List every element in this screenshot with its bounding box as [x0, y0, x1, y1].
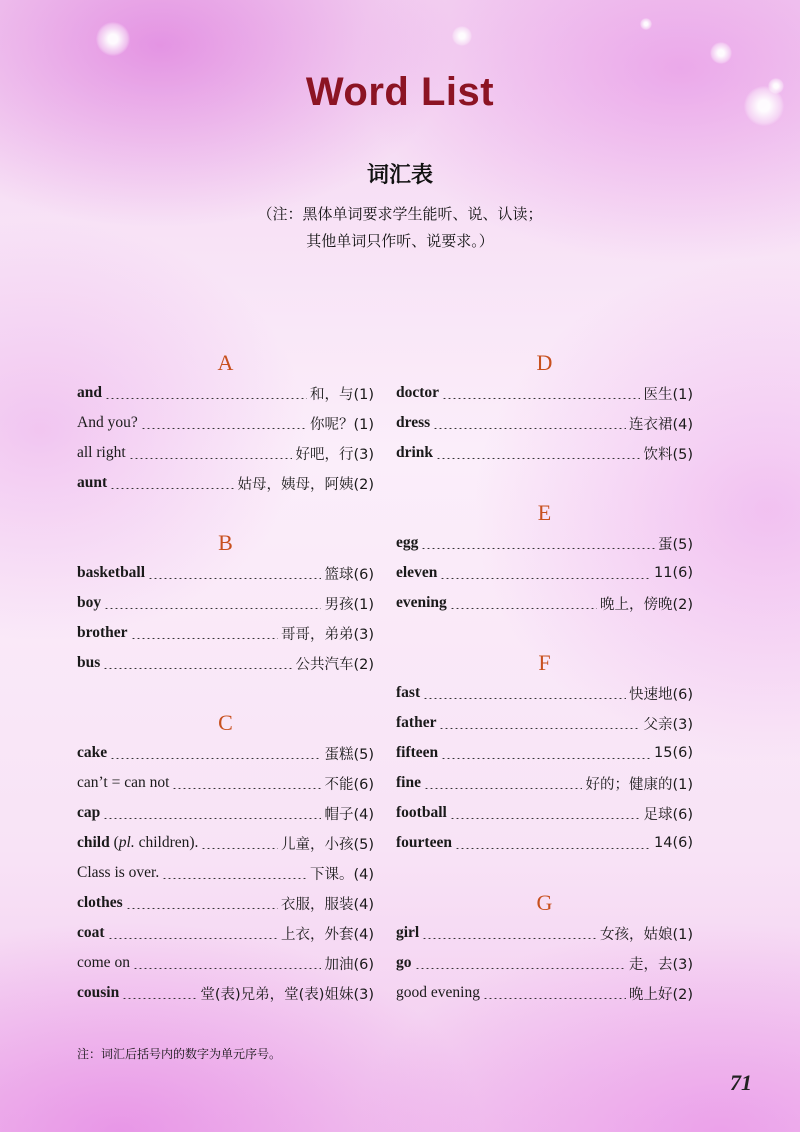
dot-leader [105, 387, 307, 399]
page-subtitle: 词汇表 [366, 163, 433, 188]
word-entry [77, 438, 374, 468]
entry-word [77, 864, 159, 882]
word-entry [77, 798, 374, 828]
entry-meaning: 儿童，小孩(5) [280, 836, 374, 853]
dot-leader [103, 657, 292, 669]
decorative-bubble [452, 26, 472, 46]
section-letter: A [217, 350, 234, 375]
entry-word-text: fast [396, 684, 421, 701]
letter-section [77, 528, 374, 678]
word-entry [396, 828, 693, 858]
instruction-note-line: （注：黑体单词要求学生能听、说、认读； [257, 205, 543, 223]
dot-leader [126, 897, 278, 909]
word-entry [77, 828, 374, 858]
entry-word-text: aunt [77, 474, 108, 491]
dot-leader [110, 747, 321, 759]
entry-word [77, 924, 105, 942]
entry-meaning: 男孩(1) [324, 596, 374, 613]
letter-section [77, 348, 374, 498]
word-entry [396, 588, 693, 618]
entry-word [77, 564, 145, 582]
entry-meaning: 蛋(5) [657, 536, 693, 553]
entry-word [396, 804, 447, 822]
entry-meaning: 不能(6) [324, 776, 374, 793]
dot-leader [122, 987, 197, 999]
entry-word [77, 624, 128, 642]
entry-meaning: 医生(1) [643, 386, 693, 403]
entry-word [396, 774, 421, 792]
entry-word-text: fine [396, 774, 421, 791]
entry-meaning: 父亲(3) [643, 716, 693, 733]
word-entry [396, 678, 693, 708]
entry-word [77, 444, 126, 462]
section-letter: D [536, 350, 553, 375]
dot-leader [141, 417, 307, 429]
entry-word-text: And you? [77, 414, 138, 431]
dot-leader [148, 567, 321, 579]
word-entry [77, 858, 374, 888]
word-entry [77, 588, 374, 618]
dot-leader [415, 957, 626, 969]
dot-leader [421, 537, 655, 549]
entry-word [396, 444, 433, 462]
word-entry [396, 948, 693, 978]
section-letter: C [218, 710, 233, 735]
entry-meaning: 15(6) [654, 745, 693, 761]
entry-meaning: 蛋糕(5) [324, 746, 374, 763]
entry-word [396, 534, 418, 552]
entry-meaning: 上衣，外套(4) [280, 926, 374, 943]
dot-leader [108, 927, 278, 939]
dot-leader [440, 567, 651, 579]
dot-leader [172, 777, 321, 789]
entry-word [396, 984, 480, 1002]
word-entry [77, 558, 374, 588]
entry-word-text: fifteen [396, 744, 439, 761]
entry-note-italic: pl. [118, 834, 135, 851]
entry-word [77, 984, 119, 1002]
letter-section [77, 708, 374, 1008]
dot-leader [483, 987, 626, 999]
word-entry [396, 708, 693, 738]
dot-leader [455, 837, 651, 849]
instruction-note-line: 其他单词只作听、说要求。） [306, 232, 494, 250]
word-entry [396, 768, 693, 798]
entry-word-text: bus [77, 654, 101, 671]
entry-meaning: 晚上，傍晚(2) [599, 596, 693, 613]
entry-word-text: go [396, 954, 412, 971]
dot-leader [104, 597, 321, 609]
entry-word [77, 654, 100, 672]
word-list-right-column [396, 348, 693, 1008]
entry-word-text: come on [77, 954, 130, 971]
word-entry [77, 618, 374, 648]
entry-word-text: and [77, 384, 102, 401]
entry-meaning: 好的；健康的(1) [585, 776, 693, 793]
entry-meaning: 足球(6) [643, 806, 693, 823]
entry-word [396, 924, 419, 942]
entry-meaning: 下课。(4) [309, 866, 374, 883]
section-letter: F [538, 650, 551, 675]
dot-leader [424, 777, 582, 789]
dot-leader [442, 387, 640, 399]
entry-meaning: 篮球(6) [324, 566, 374, 583]
entry-word-text: dress [396, 414, 431, 431]
entry-meaning: 走，去(3) [628, 956, 693, 973]
word-entry [396, 918, 693, 948]
entry-word-text: fourteen [396, 834, 452, 851]
word-entry [77, 378, 374, 408]
decorative-bubble [710, 42, 732, 64]
entry-word [396, 414, 430, 432]
letter-section [396, 498, 693, 618]
entry-word [77, 474, 107, 492]
word-entry [77, 408, 374, 438]
section-letter: G [536, 890, 553, 915]
dot-leader [439, 717, 640, 729]
word-entry [77, 888, 374, 918]
dot-leader [129, 447, 293, 459]
entry-word-text: football [396, 804, 447, 821]
section-letter: B [218, 530, 233, 555]
entry-word [77, 804, 100, 822]
entry-meaning: 快速地(6) [628, 686, 693, 703]
entry-word-note [110, 834, 199, 851]
entry-word [77, 384, 102, 402]
entry-word [77, 894, 123, 912]
dot-leader [441, 747, 651, 759]
entry-word [396, 684, 420, 702]
letter-section [396, 348, 693, 468]
page-number: 71 [730, 1070, 752, 1095]
decorative-bubble [96, 22, 130, 56]
dot-leader [423, 687, 626, 699]
word-entry [77, 468, 374, 498]
entry-word [396, 834, 452, 852]
entry-word [77, 954, 130, 972]
word-entry [396, 408, 693, 438]
entry-meaning: 和，与(1) [309, 386, 374, 403]
entry-word-text: all right [77, 444, 126, 461]
dot-leader [433, 417, 626, 429]
entry-word [396, 954, 412, 972]
entry-word [77, 774, 169, 792]
entry-meaning: 公共汽车(2) [295, 656, 374, 673]
dot-leader [133, 957, 322, 969]
entry-word-text: coat [77, 924, 105, 941]
entry-meaning: 好吧，行(3) [295, 446, 374, 463]
entry-meaning: 你呢？(1) [309, 416, 374, 433]
word-entry [77, 738, 374, 768]
dot-leader [422, 927, 597, 939]
entry-word [77, 414, 138, 432]
word-entry [77, 918, 374, 948]
word-entry [396, 978, 693, 1008]
dot-leader [450, 597, 597, 609]
dot-leader [201, 837, 278, 849]
entry-word [77, 744, 107, 762]
entry-note-post: children). [134, 834, 199, 851]
entry-meaning: 衣服，服装(4) [280, 896, 374, 913]
entry-word-text: brother [77, 624, 128, 641]
entry-meaning: 女孩，姑娘(1) [599, 926, 693, 943]
entry-word-text: doctor [396, 384, 440, 401]
entry-meaning: 加油(6) [324, 956, 374, 973]
entry-word-text: cousin [77, 984, 120, 1001]
entry-word [396, 744, 438, 762]
dot-leader [436, 447, 640, 459]
word-entry [77, 978, 374, 1008]
entry-meaning: 晚上好(2) [628, 986, 693, 1003]
entry-word-text: eleven [396, 564, 438, 581]
entry-meaning: 14(6) [654, 835, 693, 851]
word-entry [396, 378, 693, 408]
entry-word-text: good evening [396, 984, 480, 1001]
entry-word-text: egg [396, 534, 419, 551]
page-title: Word List [305, 70, 495, 114]
entry-word [396, 714, 436, 732]
entry-word-text: father [396, 714, 437, 731]
entry-meaning: 哥哥，弟弟(3) [280, 626, 374, 643]
entry-word [77, 594, 101, 612]
entry-meaning: 连衣裙(4) [628, 416, 693, 433]
entry-word-text: clothes [77, 894, 123, 911]
entry-word-text: girl [396, 924, 420, 941]
entry-word-text: boy [77, 594, 102, 611]
dot-leader [110, 477, 234, 489]
word-entry [396, 798, 693, 828]
entry-word-text: evening [396, 594, 447, 611]
entry-meaning: 姑母，姨母，阿姨(2) [237, 476, 374, 493]
entry-word-text: basketball [77, 564, 146, 581]
instruction-note [0, 201, 800, 255]
entry-word [396, 594, 447, 612]
dot-leader [103, 807, 321, 819]
entry-meaning: 11(6) [654, 565, 693, 581]
entry-word-text: drink [396, 444, 434, 461]
entry-word-text: Class is over. [77, 864, 160, 881]
dot-leader [131, 627, 278, 639]
entry-meaning: 帽子(4) [324, 806, 374, 823]
decorative-bubble [640, 18, 652, 30]
entry-meaning: 饮料(5) [643, 446, 693, 463]
word-entry [77, 648, 374, 678]
word-list-left-column [77, 348, 374, 1008]
word-entry [396, 528, 693, 558]
entry-note-pre: ( [109, 834, 119, 851]
word-entry [396, 558, 693, 588]
entry-word-text: cake [77, 744, 108, 761]
letter-section [396, 648, 693, 858]
dot-leader [162, 867, 307, 879]
dot-leader [450, 807, 641, 819]
footnote: 注：词汇后括号内的数字为单元序号。 [77, 1047, 282, 1061]
entry-word [77, 834, 198, 852]
entry-word [396, 564, 437, 582]
word-entry [396, 738, 693, 768]
entry-meaning: 堂(表)兄弟，堂(表)姐妹(3) [200, 986, 374, 1003]
section-letter: E [537, 500, 552, 525]
entry-word-text: can’t = can not [77, 774, 170, 791]
word-entry [396, 438, 693, 468]
entry-word [396, 384, 439, 402]
entry-word-text: child [77, 834, 110, 851]
word-entry [77, 948, 374, 978]
word-entry [77, 768, 374, 798]
entry-word-text: cap [77, 804, 101, 821]
letter-section [396, 888, 693, 1008]
